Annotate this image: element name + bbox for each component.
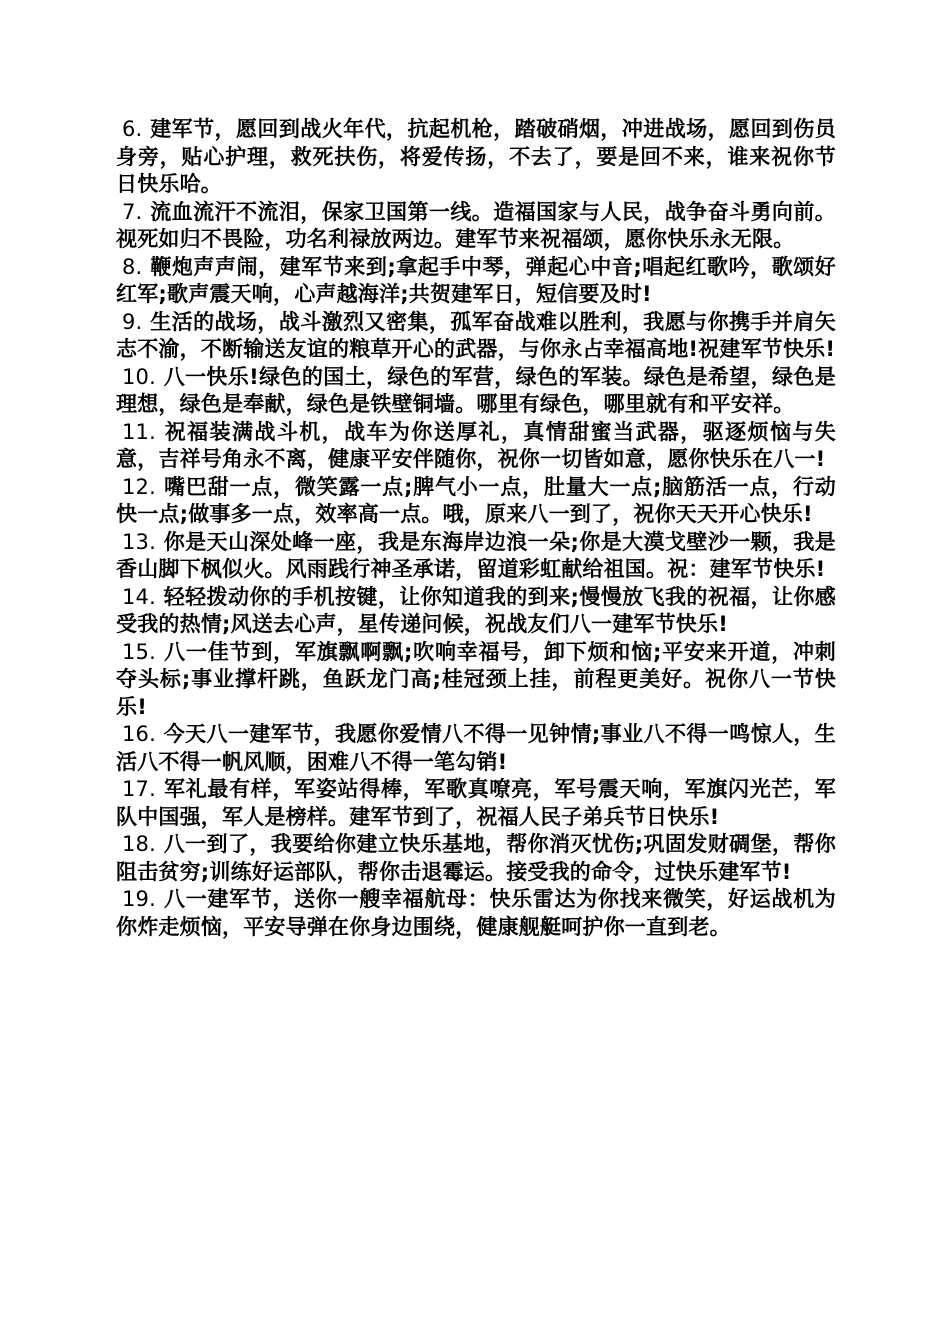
paragraph-text: 轻轻拨动你的手机按键，让你知道我的到来;慢慢放飞我的祝福，让你感受我的热情;风送去心声，星传递问候，祝战友们八一建军节快乐! (116, 584, 837, 636)
paragraph-number: 19. (122, 887, 156, 911)
paragraph-number: 13. (122, 529, 156, 554)
paragraph-text: 八一到了，我要给你建立快乐基地，帮你消灭忧伤;巩固发财碉堡，帮你阻击贫穷;训练好运部队，帮你击退霉运。接受我的命令，过快乐建军节! (116, 832, 837, 884)
paragraph-text: 你是天山深处峰一座，我是东海岸边浪一朵;你是大漠戈壁沙一颗，我是香山脚下枫似火。风雨践行神圣承诺，留道彩虹献给祖国。祝：建军节快乐! (116, 529, 837, 581)
paragraph-number: 14. (122, 584, 156, 609)
paragraph-text: 流血流汗不流泪，保家卫国第一线。造福国家与人民，战争奋斗勇向前。视死如归不畏险，功名利禄放两边。建军节来祝福颂，愿你快乐永无限。 (116, 199, 836, 251)
paragraph-17 (116, 776, 836, 831)
paragraph-number: 11. (122, 419, 156, 444)
paragraph-number: 17. (122, 777, 156, 801)
paragraph-19 (116, 886, 836, 941)
paragraph-11 (116, 419, 836, 474)
paragraph-number: 8. (122, 254, 143, 279)
paragraph-number: 10. (122, 364, 156, 389)
paragraph-number: 9. (122, 309, 143, 334)
paragraph-text: 鞭炮声声闹，建军节来到;拿起手中琴，弹起心中音;唱起红歌吟，歌颂好红军;歌声震天响，心声越海洋;共贺建军日，短信要及时! (116, 254, 836, 306)
document-body (116, 116, 836, 941)
paragraph-text: 嘴巴甜一点，微笑露一点;脾气小一点，肚量大一点;脑筋活一点，行动快一点;做事多一点，效率高一点。哦，原来八一到了，祝你天天开心快乐! (116, 474, 836, 526)
paragraph-13 (116, 529, 836, 584)
paragraph-10 (116, 364, 836, 419)
paragraph-text: 建军节，愿回到战火年代，抗起机枪，踏破硝烟，冲进战场，愿回到伤员身旁，贴心护理，救死扶伤，将爱传扬，不去了，要是回不来，谁来祝你节日快乐哈。 (116, 117, 836, 196)
paragraph-text: 八一建军节，送你一艘幸福航母：快乐雷达为你找来微笑，好运战机为你炸走烦恼，平安导弹在你身边围绕，健康舰艇呵护你一直到老。 (116, 887, 837, 939)
paragraph-18 (116, 831, 836, 886)
paragraph-text: 生活的战场，战斗激烈又密集，孤军奋战难以胜利，我愿与你携手并肩矢志不渝，不断输送友谊的粮草开心的武器，与你永占幸福高地!祝建军节快乐! (116, 309, 836, 361)
paragraph-number: 15. (122, 639, 156, 664)
paragraph-9 (116, 309, 836, 364)
paragraph-16 (116, 721, 836, 776)
paragraph-number: 7. (122, 199, 143, 224)
paragraph-number: 6. (122, 117, 143, 141)
paragraph-text: 八一快乐!绿色的国土，绿色的军营，绿色的军装。绿色是希望，绿色是理想，绿色是奉献，绿色是铁壁铜墙。哪里有绿色，哪里就有和平安祥。 (116, 364, 836, 416)
paragraph-number: 18. (122, 832, 156, 856)
paragraph-text: 今天八一建军节，我愿你爱情八不得一见钟情;事业八不得一鸣惊人，生活八不得一帆风顺，困难八不得一笔勾销! (116, 722, 837, 774)
paragraph-14 (116, 584, 836, 639)
paragraph-text: 军礼最有样，军姿站得棒，军歌真嘹亮，军号震天响，军旗闪光芒，军队中国强，军人是榜样。建军节到了，祝福人民子弟兵节日快乐! (116, 777, 837, 829)
paragraph-8 (116, 254, 836, 309)
paragraph-6 (116, 116, 836, 199)
paragraph-12 (116, 474, 836, 529)
paragraph-text: 八一佳节到，军旗飘啊飘;吹响幸福号，卸下烦和恼;平安来开道，冲刺夺头标;事业撑杆跳，鱼跃龙门高;桂冠颈上挂，前程更美好。祝你八一节快乐! (116, 639, 836, 719)
paragraph-7 (116, 199, 836, 254)
paragraph-15 (116, 639, 836, 722)
paragraph-number: 16. (122, 722, 156, 746)
paragraph-number: 12. (122, 474, 156, 499)
paragraph-text: 祝福装满战斗机，战车为你送厚礼，真情甜蜜当武器，驱逐烦恼与失意，吉祥号角永不离，健康平安伴随你，祝你一切皆如意，愿你快乐在八一! (116, 419, 836, 471)
